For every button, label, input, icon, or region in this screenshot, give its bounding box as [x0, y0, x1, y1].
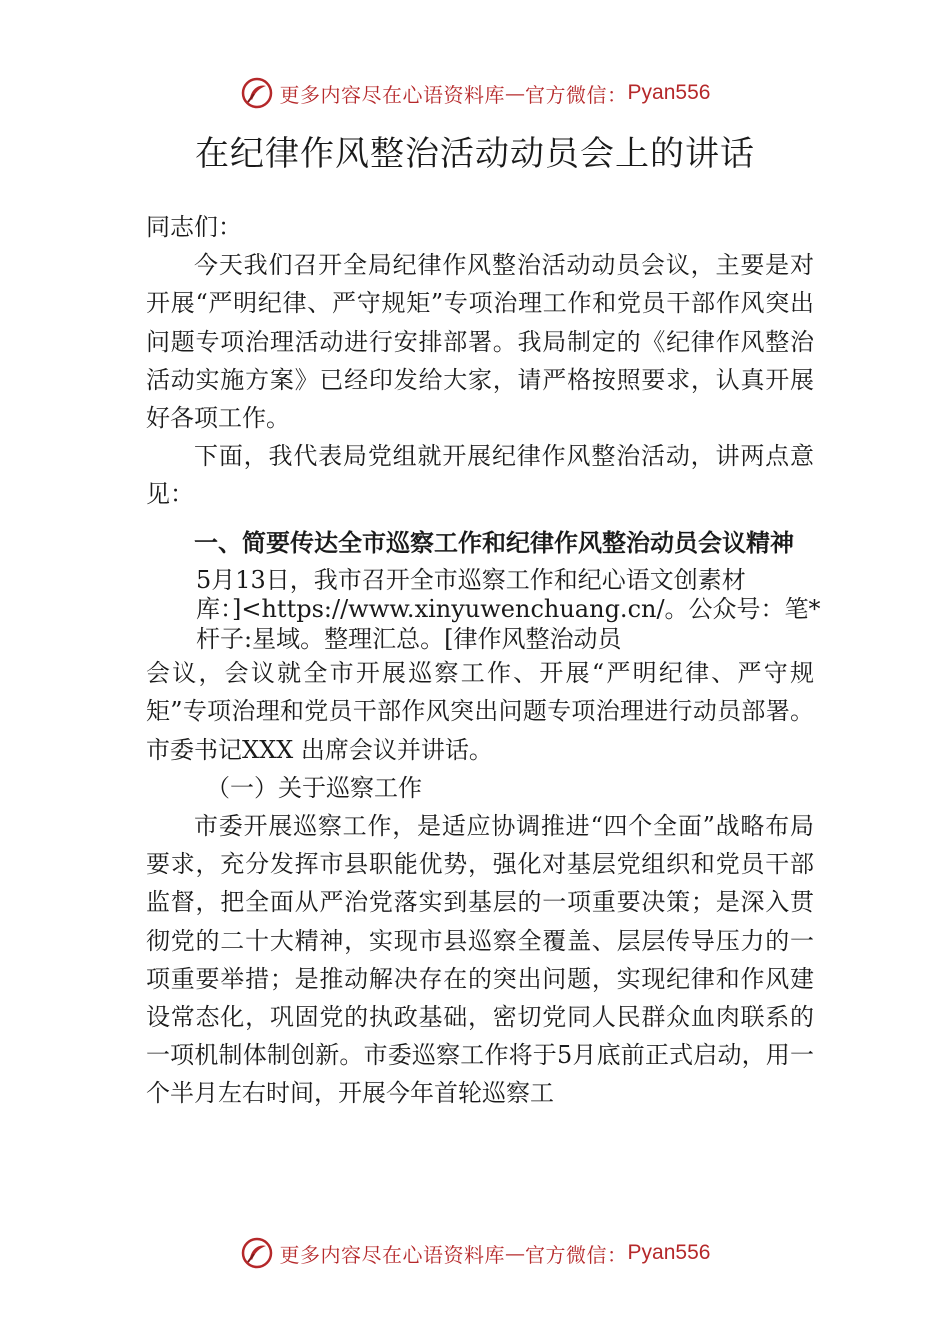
banner-wechat-label: 官方微信：: [525, 1242, 628, 1267]
salutation: 同志们：: [146, 213, 242, 241]
banner-wechat-label: 官方微信：: [525, 82, 628, 107]
banner-separator: —: [505, 81, 526, 105]
paragraph-3: 会议，会议就全市开展巡察工作、开展“严明纪律、严守规矩”专项治理和党员干部作风突出问题专项治理进行动员部署。市委书记XXX 出席会议并讲话。: [146, 659, 814, 764]
brand-logo-icon: [240, 76, 274, 110]
top-watermark-banner: [0, 73, 950, 113]
subheading-1: （一）关于巡察工作: [206, 773, 422, 802]
banner-wechat-id: Pyan556: [627, 81, 711, 104]
brand-logo-icon: [240, 1236, 274, 1270]
injected-watermark-text: [196, 566, 836, 655]
injected-line-2: 库：]<https://www.xinyuwenchuang.cn/。公众号：笔*: [196, 595, 821, 624]
paragraph-1: 今天我们召开全局纪律作风整治活动动员会议，主要是对开展“严明纪律、严守规矩”专项治理工作和党员干部作风突出问题专项治理活动进行安排部署。我局制定的《纪律作风整治活动实施方案》已经印发给大家，请严格按照要求，认真开展好各项工作。: [146, 251, 814, 433]
banner-wechat-id: Pyan556: [627, 1241, 711, 1264]
injected-line-3: 杆子:星域。整理汇总。[律作风整治动员: [196, 624, 622, 653]
paragraph-4: 市委开展巡察工作，是适应协调推进“四个全面”战略布局要求，充分发挥市县职能优势，强化对基层党组织和党员干部监督，把全面从严治党落实到基层的一项重要决策；是深入贯彻党的二十大精神，实现市县巡察全覆盖、层层传导压力的一项重要举措；是推动解决存在的突出问题，实现纪律和作风建设常态化，巩固党的执政基础，密切党同人民群众血肉联系的一项机制体制创新。市委巡察工作将于5月底前正式启动，用一个半月左右时间，开展今年首轮巡察工: [146, 811, 814, 1108]
document-body: [146, 208, 821, 1113]
paragraph-2: 下面，我代表局党组就开展纪律作风整治活动，讲两点意见：: [146, 442, 814, 509]
banner-separator: —: [505, 1241, 526, 1265]
bottom-watermark-banner: [0, 1233, 950, 1273]
banner-text: 更多内容尽在心语资料库: [279, 82, 506, 107]
section-heading-1: 一、简要传达全市巡察工作和纪律作风整治动员会议精神: [194, 528, 794, 557]
injected-line-1: 5月13日，我市召开全市巡察工作和纪心语文创素材: [196, 565, 746, 594]
document-title: 在纪律作风整治活动动员会上的讲话: [195, 134, 755, 174]
banner-text: 更多内容尽在心语资料库: [279, 1242, 506, 1267]
